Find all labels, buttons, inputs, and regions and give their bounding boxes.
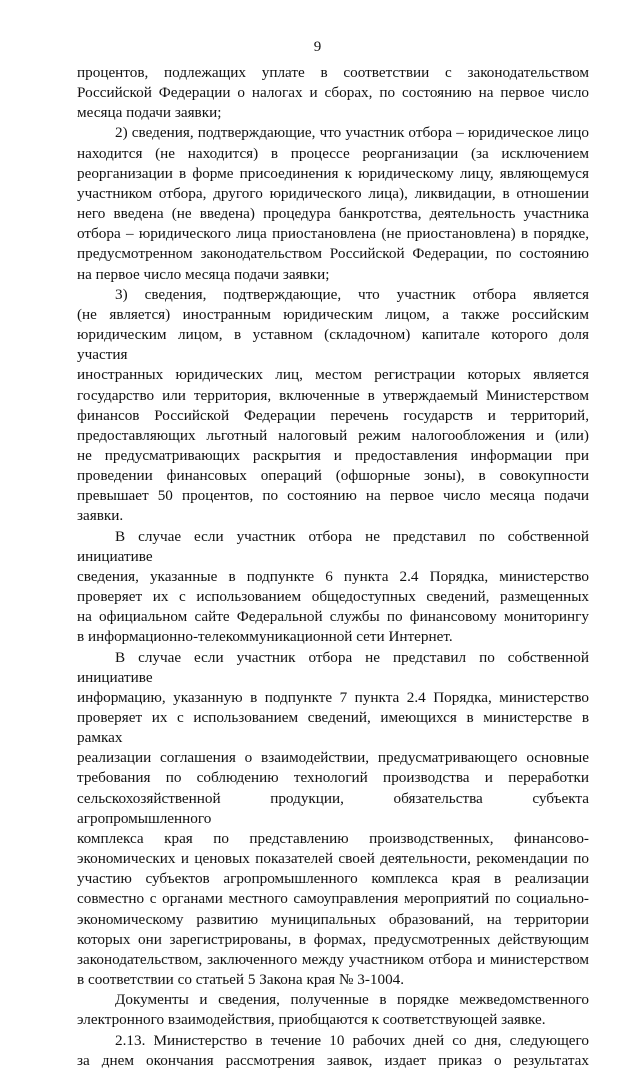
paragraph-line: реорганизации в форме присоединения к юридическому лицу, являющемуся [77, 164, 589, 182]
paragraph-line: в информационно-телекоммуникационной сети Интернет. [77, 628, 453, 646]
paragraph-line: юридическим лицом, в уставном (складочном) капитале которого доля участия [77, 326, 589, 364]
paragraph-line: В случае если участник отбора не представил по собственной инициативе [77, 648, 589, 686]
paragraph-line: него введена (не введена) процедура банкротства, деятельность участника [77, 205, 589, 223]
paragraph-line: на официальном сайте Федеральной службы по финансовому мониторингу [77, 608, 589, 626]
paragraph-line: иностранных юридических лиц, местом регистрации которых является [77, 366, 589, 384]
paragraph-line: месяца подачи заявки; [77, 104, 222, 122]
document-body [77, 63, 589, 1071]
paragraph-line: проверяет их с использованием общедоступных сведений, размещенных [77, 588, 589, 606]
paragraph-line: предоставляющих льготный налоговый режим налогообложения и (или) [77, 426, 589, 444]
paragraph-line: финансов Российской Федерации перечень государств и территорий, [77, 406, 589, 424]
paragraph-line: экономическому развитию муниципальных образований, на территории [77, 910, 589, 928]
paragraph-line: превышает 50 процентов, по состоянию на первое число месяца подачи заявки. [77, 487, 589, 525]
paragraph-line: (не является) иностранным юридическим лицом, а также российским [77, 305, 589, 323]
paragraph-line: Документы и сведения, полученные в порядке межведомственного [115, 991, 589, 1009]
paragraph-line: В случае если участник отбора не представил по собственной инициативе [77, 527, 589, 565]
paragraph-line: экономических и ценовых показателей своей деятельности, рекомендации по [77, 850, 589, 868]
paragraph-line: проведении финансовых операций (офшорные зоны), в совокупности [77, 467, 589, 485]
paragraph-line: электронного взаимодействия, приобщаются к соответствующей заявке. [77, 1011, 546, 1029]
paragraph-line: в соответствии со статьей 5 Закона края № 3-1004. [77, 971, 405, 989]
paragraph-line: сведения, указанные в подпункте 6 пункта 2.4 Порядка, министерство [77, 567, 589, 585]
paragraph-line: 2.13. Министерство в течение 10 рабочих дней со дня, следующего [115, 1031, 589, 1049]
page-number: 9 [313, 39, 322, 55]
paragraph-line: которых они зарегистрированы, в формах, предусмотренных действующим [77, 930, 589, 948]
paragraph-line: не предусматривающих раскрытия и предоставления информации при [77, 446, 589, 464]
paragraph-line: реализации соглашения о взаимодействии, предусматривающего основные [77, 749, 589, 767]
paragraph-line: находится (не находится) в процессе реорганизации (за исключением [77, 144, 589, 162]
paragraph-line: совместно с органами местного самоуправления мероприятий по социально- [77, 890, 589, 908]
paragraph-line: информацию, указанную в подпункте 7 пункта 2.4 Порядка, министерство [77, 688, 589, 706]
paragraph-line: комплекса края по представлению производственных, финансово- [77, 829, 589, 847]
paragraph-line: за днем окончания рассмотрения заявок, издает приказ о результатах [77, 1051, 589, 1069]
paragraph-line: участию субъектов агропромышленного комплекса края в реализации [77, 870, 589, 888]
paragraph-line: Российской Федерации о налогах и сборах, по состоянию на первое число [77, 84, 589, 102]
paragraph-line: сельскохозяйственной продукции, обязательства субъекта агропромышленного [77, 789, 589, 827]
paragraph-line: государство или территория, включенные в утверждаемый Министерством [77, 386, 589, 404]
paragraph-line: участником отбора, другого юридического лица), ликвидации, в отношении [77, 184, 589, 202]
paragraph-line: отбора – юридического лица приостановлена (не приостановлена) в порядке, [77, 225, 589, 243]
paragraph-line: законодательством, заключенного между участником отбора и министерством [77, 950, 589, 968]
paragraph-line: предусмотренном законодательством Российской Федерации, по состоянию [77, 245, 589, 263]
paragraph-line: 3) сведения, подтверждающие, что участник отбора является [115, 285, 589, 303]
paragraph-line: процентов, подлежащих уплате в соответствии с законодательством [77, 64, 589, 81]
paragraph-line: на первое число месяца подачи заявки; [77, 265, 330, 283]
paragraph-line: проверяет их с использованием сведений, имеющихся в министерстве в рамках [77, 709, 589, 747]
paragraph-line: 2) сведения, подтверждающие, что участник отбора – юридическое лицо [115, 124, 589, 142]
paragraph-line: требования по соблюдению технологий производства и переработки [77, 769, 589, 787]
